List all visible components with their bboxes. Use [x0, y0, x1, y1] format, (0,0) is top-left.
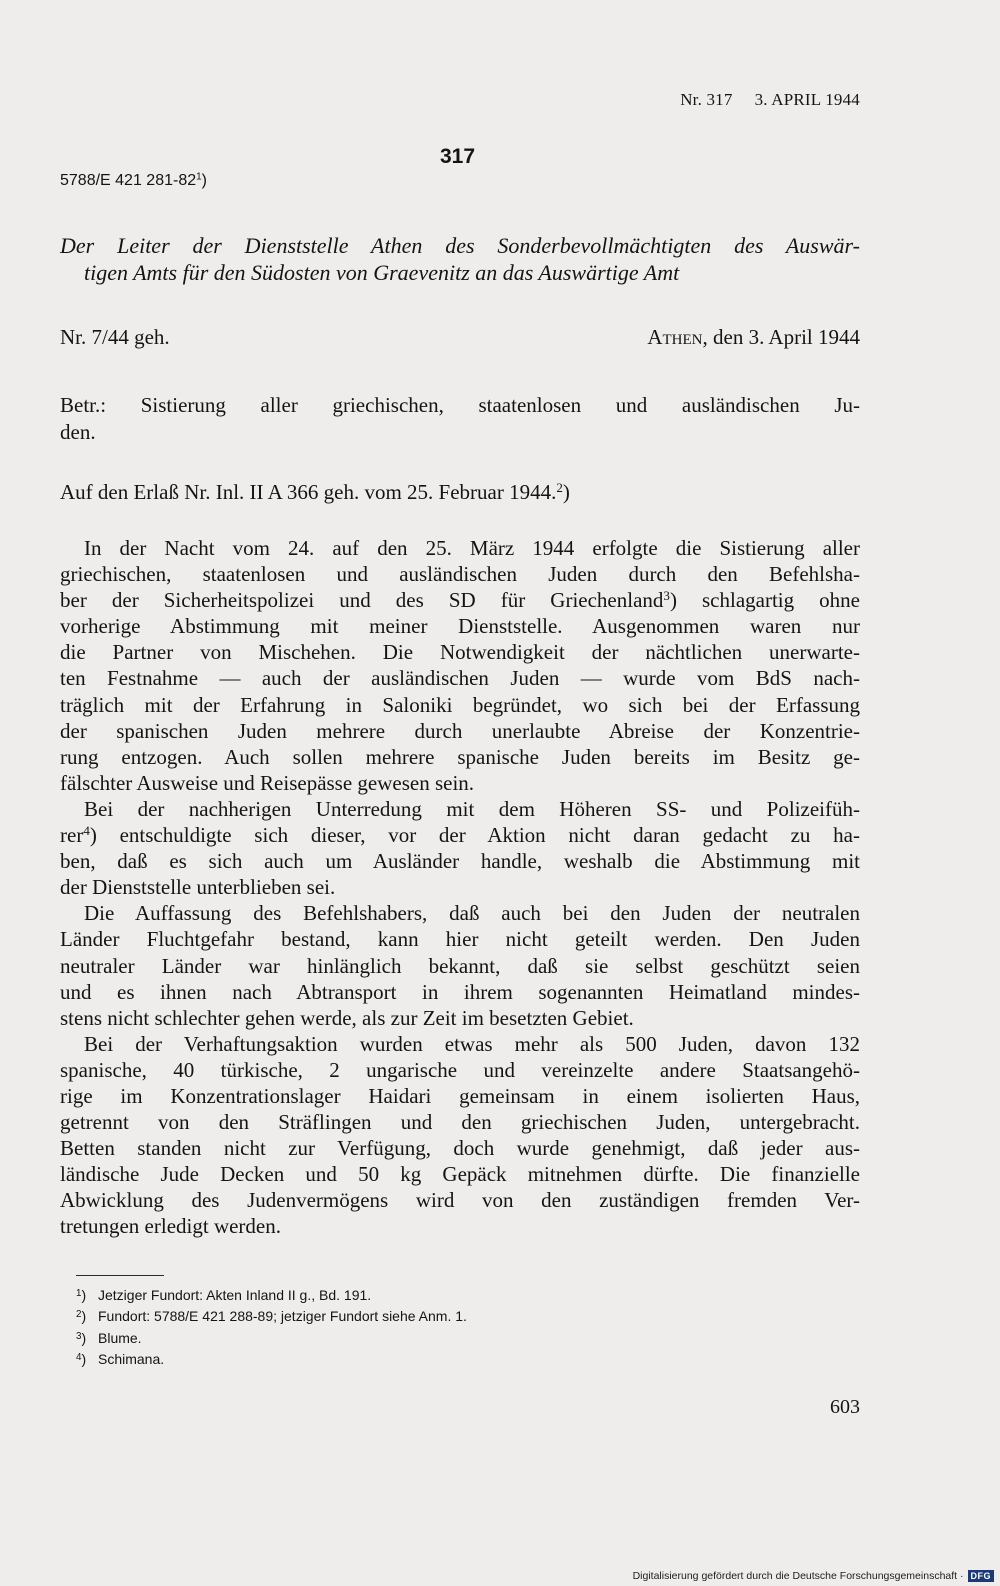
document-number: 317 — [439, 145, 476, 168]
decree-text: Auf den Erlaß Nr. Inl. II A 366 geh. vom 25. Februar 1944. — [60, 480, 557, 504]
paragraph-4-line: Abwicklung des Judenvermögens wird von den zuständigen fremden Ver- — [60, 1188, 860, 1213]
document-heading — [60, 232, 860, 286]
paragraph-1-line: der spanischen Juden mehrere durch unerlaubte Abreise der Konzentrie- — [60, 718, 860, 743]
paragraph-4-line: ländische Jude Decken und 50 kg Gepäck mitnehmen dürfte. Die finanzielle — [60, 1162, 860, 1187]
footnote-text: Fundort: 5788/E 421 288-89; jetziger Fundort siehe Anm. 1. — [98, 1308, 467, 1325]
place-name: Athen — [647, 325, 703, 349]
paragraph-4-line: tretungen erledigt werden. — [60, 1214, 281, 1239]
heading-line-2: tigen Amts für den Südosten von Graevenitz an das Auswärtige Amt — [84, 260, 680, 285]
running-head-date: 3. APRIL 1944 — [754, 90, 860, 109]
dfg-logo-icon: DFG — [968, 1570, 995, 1582]
paragraph-3-line: stens nicht schlechter gehen werde, als zur Zeit im besetzten Gebiet. — [60, 1005, 634, 1030]
paragraph-1-line: griechischen, staatenlosen und ausländischen Juden durch den Befehlsha- — [60, 562, 860, 587]
body-text — [60, 535, 860, 1240]
footnote — [76, 1327, 467, 1348]
digitization-note: Digitalisierung gefördert durch die Deutsche Forschungsgemeinschaft · — [632, 1570, 964, 1582]
footnote-number: $^3$) — [76, 1329, 87, 1346]
footnote-number: $^1$) — [76, 1286, 87, 1303]
footnote-marker-3: 3 — [663, 588, 670, 604]
running-head-number: Nr. 317 — [680, 90, 733, 109]
place-and-date — [647, 325, 860, 350]
footnote-number: $^4$) — [76, 1351, 87, 1368]
footnote-text: Schimana. — [98, 1351, 165, 1368]
page-number: 603 — [830, 1396, 860, 1418]
decree-reference: Auf den Erlaß Nr. Inl. II A 366 geh. vom 25. Februar 1944.$^2$) — [60, 479, 570, 504]
paragraph-1-line: fälschter Ausweise und Reisepässe gewesen sein. — [60, 770, 475, 795]
paragraph-2-line: rer$^4$) entschuldigte sich dieser, vor der Aktion nicht daran gedacht zu ha- — [60, 822, 860, 848]
paragraph-3-line: neutraler Länder war hinlänglich bekannt, daß sie selbst geschützt seien — [60, 953, 860, 978]
paragraph-1-line: träglich mit der Erfahrung in Saloniki begründet, wo sich bei der Erfassung — [60, 692, 860, 717]
paragraph-4-line: getrennt von den Sträflingen und den griechischen Juden, untergebracht. — [60, 1110, 860, 1135]
film-reference: 5788/E 421 $281-82^1$) — [60, 171, 207, 189]
paragraph-1-line: rung entzogen. Auch sollen mehrere spanische Juden bereits im Besitz ge- — [60, 744, 860, 769]
reference-number: Nr. 7/44 geh. — [60, 325, 170, 349]
paragraph-1-line: vorherige Abstimmung mit meiner Dienststelle. Ausgenommen waren nur — [60, 614, 860, 639]
heading-line-1: Der Leiter der Dienststelle Athen des Sonderbevollmächtigten des Auswär- — [60, 233, 860, 258]
subject-line — [60, 392, 860, 446]
footnotes — [76, 1284, 467, 1370]
paragraph-4-line: Betten standen nicht zur Verfügung, doch wurde genehmigt, daß jeder aus- — [60, 1136, 860, 1161]
paragraph-4-line: rige im Konzentrationslager Haidari gemeinsam in einem isolierten Haus, — [60, 1083, 860, 1108]
footnote-number: $^2$) — [76, 1308, 87, 1325]
footnote — [76, 1284, 467, 1305]
footnote-text: Jetziger Fundort: Akten Inland II g., Bd. 191. — [98, 1286, 372, 1303]
paragraph-2-line: Bei der nachherigen Unterredung mit dem Höheren SS- und Polizeifüh- — [84, 796, 860, 821]
paragraph-3-line: Die Auffassung des Befehlshabers, daß auch bei den Juden der neutralen — [84, 901, 860, 926]
paragraph-3-line: Länder Fluchtgefahr bestand, kann hier nicht geteilt werden. Den Juden — [60, 927, 860, 952]
paragraph-3-line: und es ihnen nach Abtransport in ihrem sogenannten Heimatland mindes- — [60, 979, 860, 1004]
running-head — [680, 90, 860, 110]
footnote — [76, 1348, 467, 1369]
paragraph-2-line: ben, daß es sich auch um Ausländer handle, weshalb die Abstimmung mit — [60, 849, 860, 874]
footnote-marker-2: 2 — [556, 479, 563, 495]
footnote-text: Blume. — [98, 1329, 142, 1346]
paragraph-2-line: der Dienststelle unterblieben sei. — [60, 875, 336, 900]
paragraph-1-line: In der Nacht vom 24. auf den 25. März 1944 erfolgte die Sistierung aller — [84, 536, 860, 560]
footnote-divider — [76, 1275, 164, 1276]
footnote-marker-4: 4 — [83, 822, 90, 838]
paragraph-1-line: ten Festnahme — auch der ausländischen Juden — wurde vom BdS nach- — [60, 666, 860, 691]
letter-date: , den 3. April 1944 — [702, 325, 860, 349]
paragraph-4-line: Bei der Verhaftungsaktion wurden etwas mehr als 500 Juden, davon 132 — [84, 1031, 860, 1056]
digitization-footer — [633, 1570, 994, 1582]
subject-line-1: Betr.: Sistierung aller griechischen, staatenlosen und ausländischen Ju- — [60, 393, 860, 417]
paragraph-1-line: die Partner von Mischehen. Die Notwendigkeit der nächtlichen unerwarte- — [60, 640, 860, 665]
paragraph-4-line: spanische, 40 türkische, 2 ungarische und vereinzelte andere Staatsangehö- — [60, 1057, 860, 1082]
paragraph-1-line: ber der Sicherheitspolizei und des SD für Griechenland$^3$) schlagartig ohne — [60, 588, 861, 613]
footnote-marker-1: 1 — [196, 171, 202, 183]
film-reference-text: 5788/E 421 281-82 — [60, 172, 197, 189]
footnote — [76, 1305, 467, 1326]
subject-line-2: den. — [60, 420, 96, 444]
